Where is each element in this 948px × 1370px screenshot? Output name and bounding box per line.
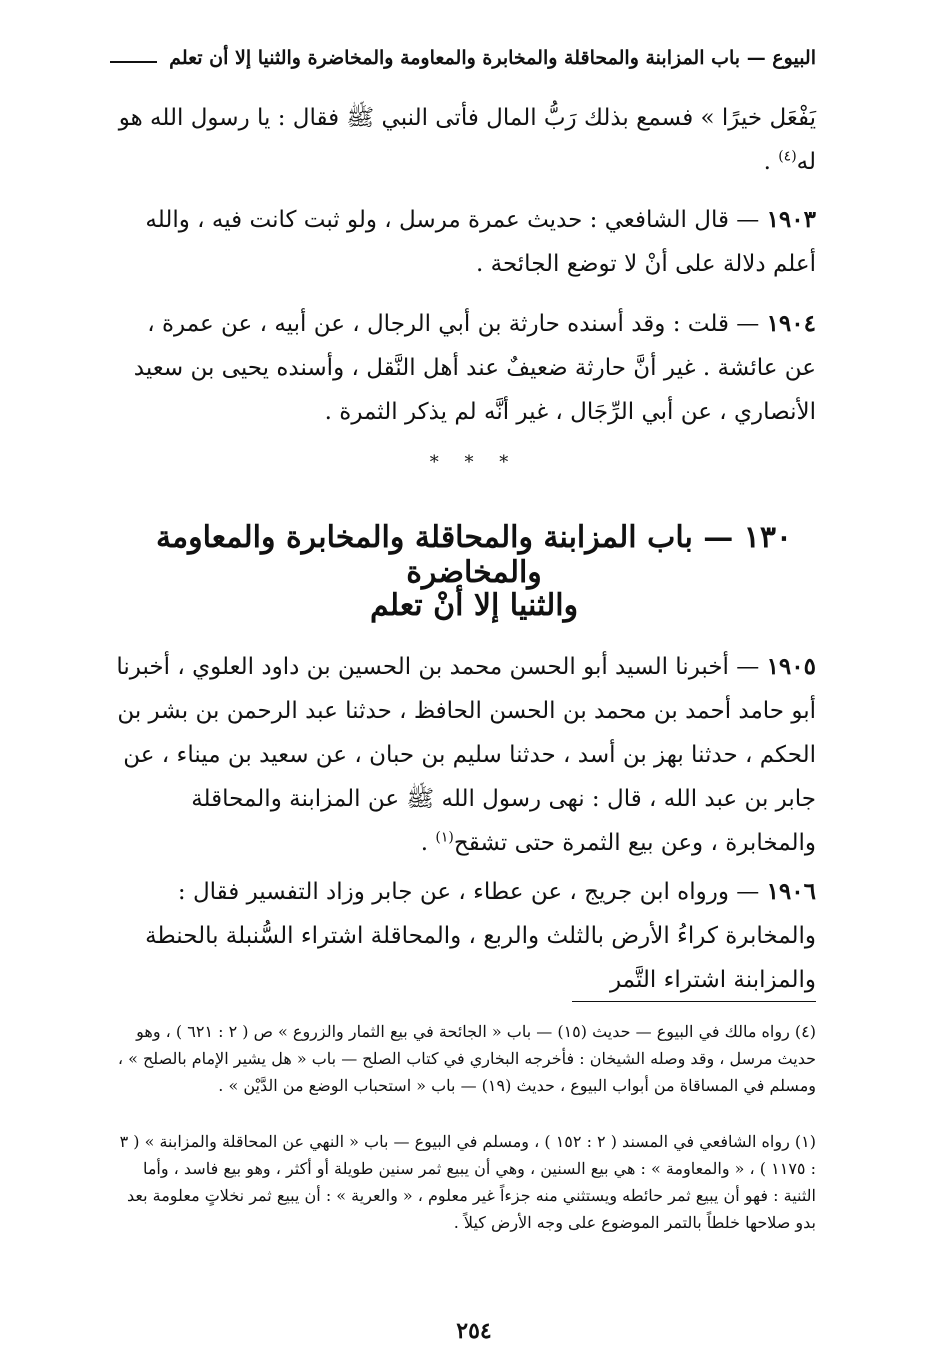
running-header-title: البيوع — باب المزابنة والمحاقلة والمخابرة والمعاومة والمخاضرة والثنيا إلا أن تعلم	[169, 47, 816, 69]
paragraph-1903	[110, 198, 816, 286]
page-number: ٢٥٤	[456, 1318, 492, 1344]
section-separator: * * *	[429, 452, 519, 473]
paragraph-number: ١٩٠٣	[766, 206, 816, 233]
top-paragraph-line1: يَفْعَل خيرًا » فسمع بذلك رَبُّ المال فأتى النبي ﷺ فقال : يا رسول الله هو	[118, 105, 816, 131]
footnote-4: (٤) رواه مالك في البيوع — حديث (١٥) — باب « الجائحة في بيع الثمار والزروع » ص ( ٢ : ٦٢١ ) ، وهو حديث مرسل ، وقد وصله الشيخان : فأخرجه البخاري في كتاب الصلح — باب « هل يشير الإمام بالصلح » ، ومسلم في المساقاة من أبواب البيوع ، حديث (١٩) — باب « استحباب الوضع من الدَّيْن » .	[117, 1022, 816, 1095]
paragraph-number: ١٩٠٦	[766, 878, 816, 905]
top-paragraph	[110, 96, 816, 184]
paragraph-text: — أخبرنا السيد أبو الحسن محمد بن الحسين بن داود العلوي ، أخبرنا أبو حامد أحمد بن محمد بن الحسن الحافظ ، حدثنا عبد الرحمن بن بشر بن الحكم ، حدثنا بهز بن أسد ، حدثنا سليم بن حبان ، عن سعيد بن ميناء ، عن جابر بن عبد الله ، قال : نهى رسول الله ﷺ عن المزابنة والمحاقلة والمخابرة ، وعن بيع الثمرة حتى تشقح	[116, 654, 816, 856]
chapter-title-line1: ١٣٠ — باب المزابنة والمحاقلة والمخابرة والمعاومة والمخاضرة	[155, 520, 793, 590]
paragraph-text: — قال الشافعي : حديث عمرة مرسل ، ولو ثبت كانت فيه ، والله أعلم دلالة على أنْ لا توضع الجائحة .	[145, 207, 816, 277]
footnote-separator	[572, 1001, 816, 1002]
paragraph-1905	[110, 645, 816, 865]
footnote-ref-1: (١)	[435, 829, 454, 846]
top-paragraph-text: له	[796, 149, 816, 175]
paragraph-text: — قلت : وقد أسنده حارثة بن أبي الرجال ، عن أبيه ، عن عمرة ، عن عائشة . غير أنَّ حارثة ضعيفٌ عند أهل النَّقل ، وأسنده يحيى بن سعيد الأنصاري ، عن أبي الرِّجَال ، غير أنَّه لم يذكر الثمرة .	[133, 311, 816, 425]
paragraph-number: ١٩٠٥	[766, 653, 816, 680]
running-header	[110, 40, 816, 76]
paragraph-number: ١٩٠٤	[766, 310, 816, 337]
paragraph-1904	[110, 302, 816, 434]
top-paragraph-end: .	[763, 149, 771, 175]
paragraph-text: — ورواه ابن جريج ، عن عطاء ، عن جابر وزاد التفسير فقال : والمخابرة كراءُ الأرض بالثلث والربع ، والمحاقلة اشتراء السُّنبلة بالحنطة والمزابنة اشتراء التَّمر	[145, 879, 816, 993]
footnote-ref-4: (٤)	[778, 148, 797, 165]
header-rule	[110, 61, 157, 63]
paragraph-end: .	[420, 830, 429, 856]
chapter-title-line2: والثنيا إلا أنْ تعلم	[369, 588, 579, 623]
paragraph-1906	[110, 870, 816, 1002]
footnote-1: (١) رواه الشافعي في المسند ( ٢ : ١٥٢ ) ، ومسلم في البيوع — باب « النهي عن المحاقلة والمزابنة » ( ٣ : ١١٧٥ ) ، « والمعاومة » : هي بيع السنين ، وهي أن يبيع ثمر سنين طويلة أو أكثر ، وهو بيع فاسد ، وأما الثنية : فهو أن يبيع ثمر حائطه ويستثني منه جزءاً غير معلوم ، « والعرية » : أن يبيع ثمر نخلاتٍ معلومة بعد بدو صلاحها خلطاً بالتمر الموضوع على وجه الأرض كيلاً .	[119, 1132, 816, 1232]
top-paragraph-line2	[110, 140, 816, 184]
